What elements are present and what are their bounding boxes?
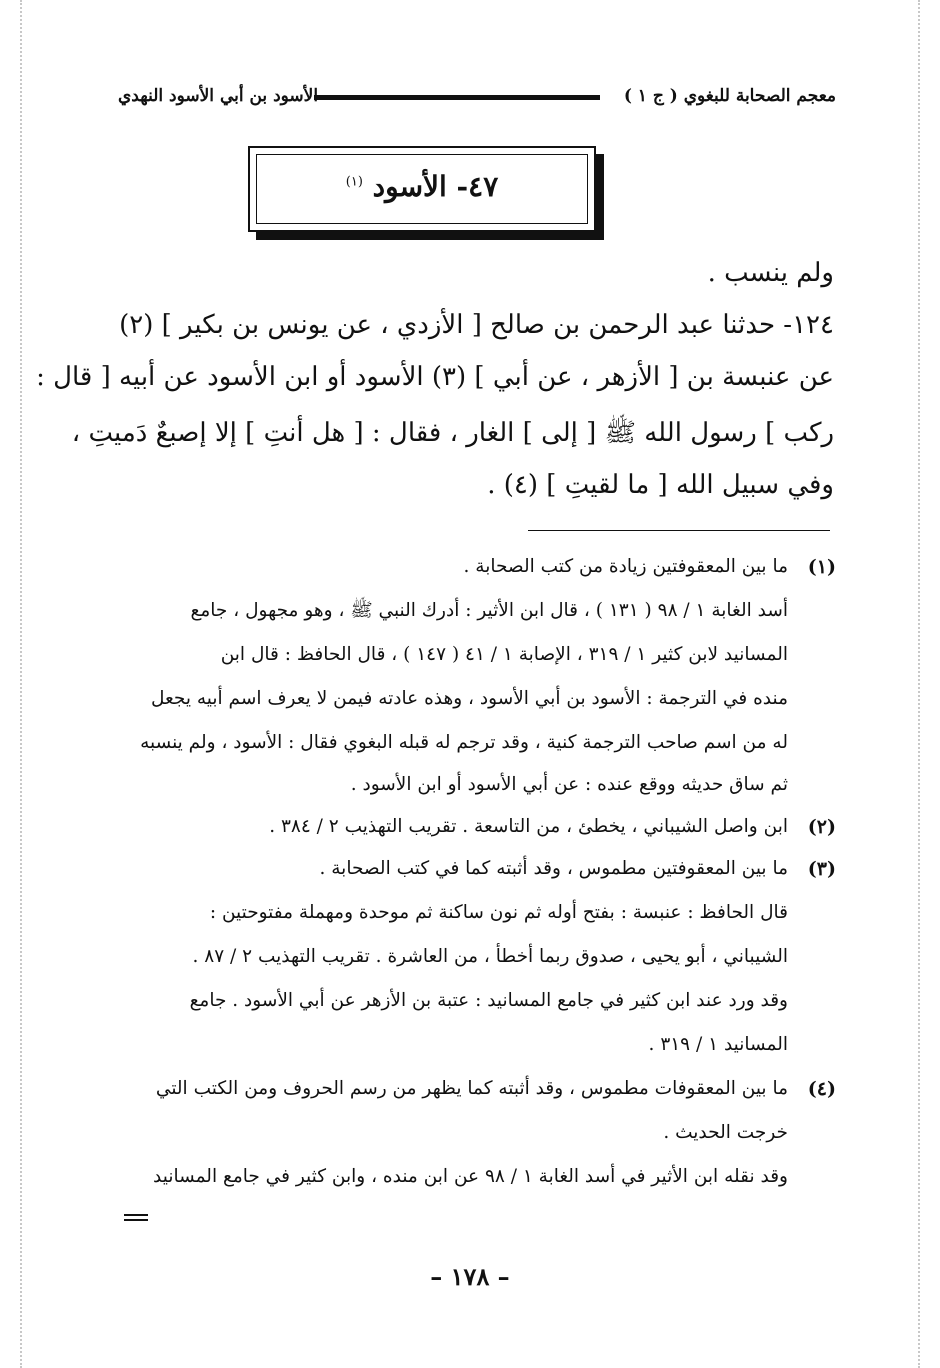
- dotted-guide-left: [20, 0, 22, 1368]
- footnote-4-line-3: وقد نقله ابن الأثير في أسد الغابة ١ / ٩٨ عن ابن منده ، وابن كثير في جامع المسانيد: [153, 1166, 788, 1187]
- footnote-1-line-6: ثم ساق حديثه ووقع عنده : عن أبي الأسود أو ابن الأسود .: [350, 774, 788, 795]
- footnote-4-line-2: خرجت الحديث .: [663, 1122, 788, 1143]
- running-header: [118, 86, 836, 116]
- footnote-4-number: (٤): [807, 1078, 836, 1100]
- body-line-1: ولم ينسب .: [707, 258, 834, 288]
- entry-title: [250, 170, 594, 203]
- dotted-guide-right: [918, 0, 920, 1368]
- header-book-title: معجم الصحابة للبغوي ( ج ١ ): [623, 86, 836, 106]
- footnote-3-number: (٣): [807, 858, 836, 880]
- continuation-mark-bottom: [124, 1219, 148, 1221]
- footnote-1-line-5: له من اسم صاحب الترجمة كنية ، وقد ترجم له قبله البغوي فقال : الأسود ، ولم ينسبه: [140, 732, 788, 753]
- footnote-3-line-1: ما بين المعقوفتين مطموس ، وقد أثبته كما في كتب الصحابة .: [319, 858, 788, 879]
- continuation-mark-top: [124, 1214, 148, 1216]
- footnote-2-line-1: ابن واصل الشيباني ، يخطئ ، من التاسعة . تقريب التهذيب ٢ / ٣٨٤ .: [269, 816, 788, 837]
- footnote-1-line-4: منده في الترجمة : الأسود بن أبي الأسود ، وهذه عادته فيمن لا يعرف اسم أبيه يجعل: [150, 688, 788, 709]
- page-number: – ١٧٨ –: [430, 1262, 510, 1291]
- footnote-4-line-1: ما بين المعقوفات مطموس ، وقد أثبته كما يظهر من رسم الحروف ومن الكتب التي: [155, 1078, 788, 1099]
- entry-title-text: ٤٧- الأسود: [372, 170, 499, 203]
- footnote-3-line-5: المسانيد ١ / ٣١٩ .: [648, 1034, 788, 1055]
- footnote-3-line-4: وقد ورد عند ابن كثير في جامع المسانيد : عتبة بن الأزهر عن أبي الأسود . جامع: [189, 990, 788, 1011]
- body-line-4: ركب ] رسول الله ﷺ [ إلى ] الغار ، فقال : [ هل أنتِ ] إلا إصبعٌ دَميتِ ،: [71, 418, 834, 448]
- footnote-1-line-3: المسانيد لابن كثير ١ / ٣١٩ ، الإصابة ١ / ٤١ ( ١٤٧ ) ، قال الحافظ : قال ابن: [220, 644, 788, 665]
- footnote-1-line-1: ما بين المعقوفتين زيادة من كتب الصحابة .: [463, 556, 788, 577]
- footnote-1-number: (١): [807, 556, 836, 578]
- body-line-3: عن عنبسة بن [ الأزهر ، عن أبي ] (٣) الأسود أو ابن الأسود عن أبيه [ قال :: [36, 362, 834, 392]
- footnote-3-line-2: قال الحافظ : عنبسة : بفتح أوله ثم نون ساكنة ثم موحدة ومهملة مفتوحتين :: [209, 902, 788, 923]
- body-line-2: ١٢٤- حدثنا عبد الرحمن بن صالح [ الأزدي ، عن يونس بن بكير ] (٢): [119, 310, 834, 340]
- body-line-5: وفي سبيل الله [ ما لقيتِ ] (٤) .: [487, 470, 834, 500]
- footnote-1-line-2: أسد الغابة ١ / ٩٨ ( ١٣١ ) ، قال ابن الأثير : أدرك النبي ﷺ ، وهو مجهول ، جامع: [190, 600, 788, 621]
- footnote-2-number: (٢): [807, 816, 836, 838]
- entry-title-box: [248, 146, 596, 232]
- header-rule: [314, 95, 600, 100]
- entry-title-footnote-ref: (١): [345, 174, 363, 190]
- footnote-separator: [528, 530, 830, 531]
- header-section-title: الأسود بن أبي الأسود النهدي: [118, 86, 319, 106]
- footnote-3-line-3: الشيباني ، أبو يحيى ، صدوق ربما أخطأ ، من العاشرة . تقريب التهذيب ٢ / ٨٧ .: [192, 946, 788, 967]
